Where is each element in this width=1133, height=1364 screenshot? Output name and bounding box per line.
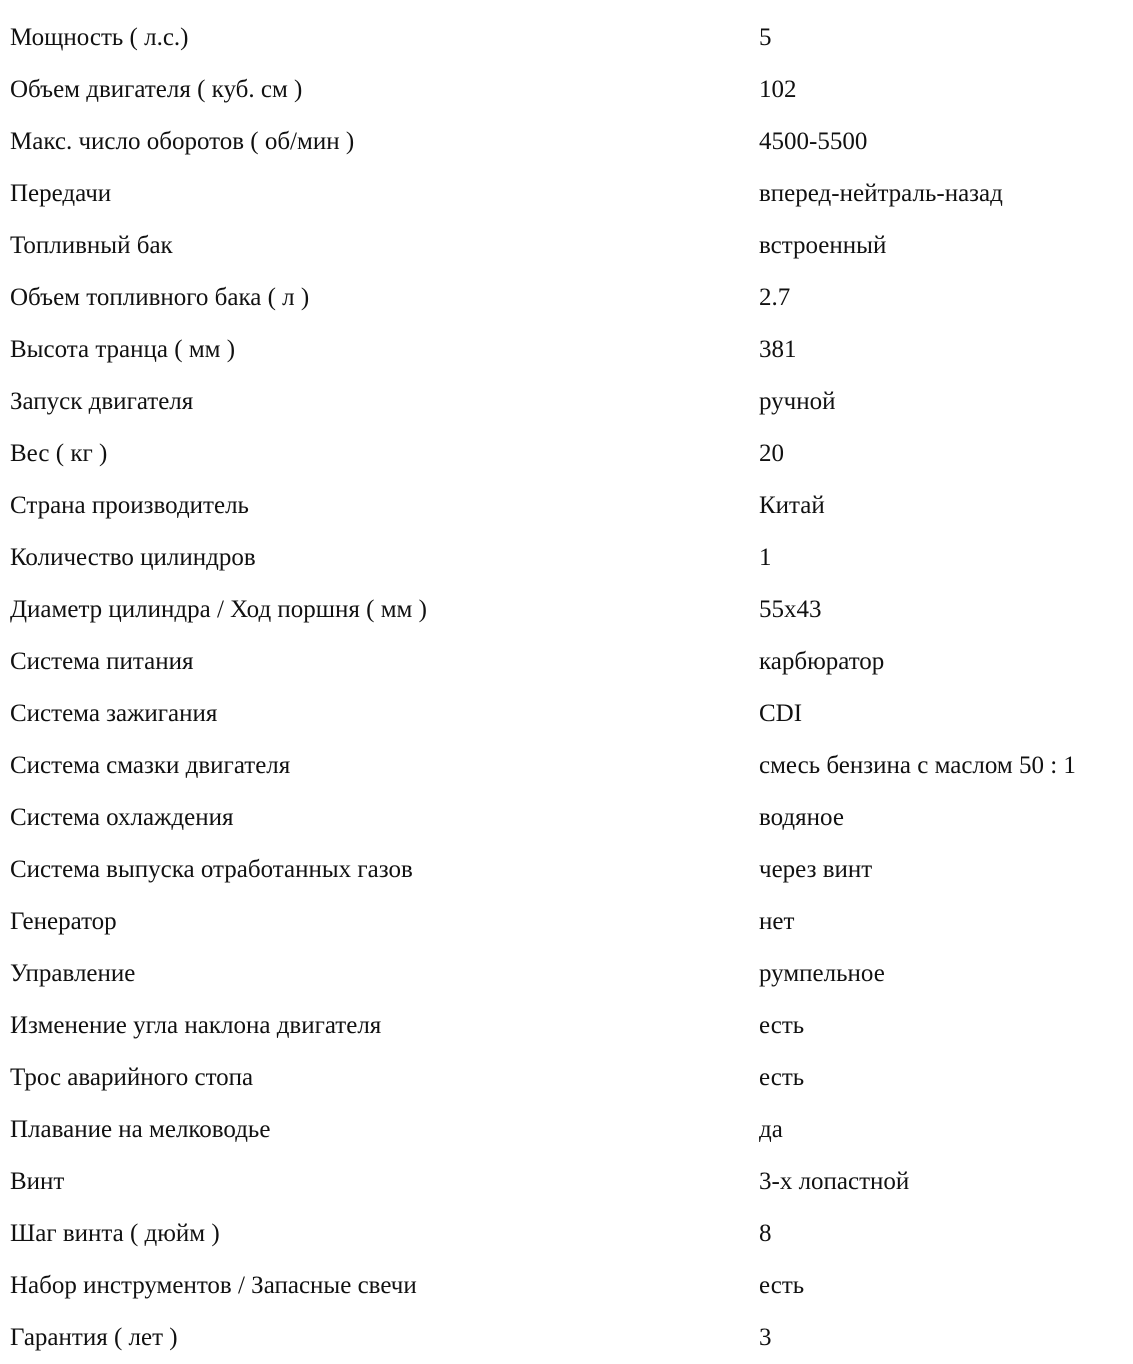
table-row	[10, 584, 1130, 636]
spec-label: Шаг винта ( дюйм )	[10, 1220, 220, 1247]
spec-value: карбюратор	[759, 648, 885, 675]
table-row	[10, 168, 1130, 220]
table-row	[10, 1052, 1130, 1104]
spec-label: Система питания	[10, 648, 194, 675]
spec-value: 2.7	[759, 284, 791, 311]
table-row	[10, 116, 1130, 168]
spec-value: смесь бензина с маслом 50 : 1	[759, 752, 1076, 779]
spec-value: есть	[759, 1272, 805, 1299]
spec-label: Страна производитель	[10, 492, 249, 519]
spec-label: Винт	[10, 1168, 65, 1195]
spec-table	[10, 12, 1130, 1364]
spec-label: Топливный бак	[10, 232, 173, 259]
table-row	[10, 324, 1130, 376]
table-row	[10, 480, 1130, 532]
table-row	[10, 1000, 1130, 1052]
table-row	[10, 740, 1130, 792]
spec-label: Мощность ( л.с.)	[10, 24, 189, 51]
table-row	[10, 1312, 1130, 1364]
spec-value: 3	[759, 1324, 772, 1351]
spec-value: вперед-нейтраль-назад	[759, 180, 1003, 207]
spec-label: Управление	[10, 960, 136, 987]
spec-value: есть	[759, 1012, 805, 1039]
spec-label: Высота транца ( мм )	[10, 336, 236, 363]
spec-value: CDI	[759, 700, 803, 727]
spec-label: Система выпуска отработанных газов	[10, 856, 413, 883]
spec-value: да	[759, 1116, 783, 1143]
spec-label: Макс. число оборотов ( об/мин )	[10, 128, 355, 155]
spec-label: Набор инструментов / Запасные свечи	[10, 1272, 417, 1299]
spec-label: Количество цилиндров	[10, 544, 256, 571]
spec-value: 102	[759, 76, 797, 103]
table-row	[10, 792, 1130, 844]
spec-value: 8	[759, 1220, 772, 1247]
spec-label: Гарантия ( лет )	[10, 1324, 178, 1351]
table-row	[10, 636, 1130, 688]
spec-value: румпельное	[759, 960, 885, 987]
spec-value: 1	[759, 544, 772, 571]
spec-value: есть	[759, 1064, 805, 1091]
spec-value: Китай	[759, 492, 825, 519]
table-row	[10, 64, 1130, 116]
table-row	[10, 376, 1130, 428]
spec-value: ручной	[759, 388, 836, 415]
spec-label: Диаметр цилиндра / Ход поршня ( мм )	[10, 596, 427, 623]
table-row	[10, 896, 1130, 948]
table-row	[10, 1260, 1130, 1312]
table-row	[10, 1208, 1130, 1260]
table-row	[10, 688, 1130, 740]
spec-value: нет	[759, 908, 795, 935]
spec-value: 3-х лопастной	[759, 1168, 910, 1195]
spec-label: Изменение угла наклона двигателя	[10, 1012, 382, 1039]
spec-label: Передачи	[10, 180, 112, 207]
spec-value: водяное	[759, 804, 844, 831]
spec-label: Объем двигателя ( куб. см )	[10, 76, 303, 103]
spec-label: Система зажигания	[10, 700, 218, 727]
spec-label: Объем топливного бака ( л )	[10, 284, 310, 311]
table-row	[10, 220, 1130, 272]
spec-value: 55x43	[759, 596, 822, 623]
spec-value: 5	[759, 24, 772, 51]
spec-label: Генератор	[10, 908, 117, 935]
table-row	[10, 532, 1130, 584]
table-row	[10, 272, 1130, 324]
spec-label: Трос аварийного стопа	[10, 1064, 254, 1091]
spec-value: 381	[759, 336, 797, 363]
spec-value: встроенный	[759, 232, 887, 259]
spec-label: Вес ( кг )	[10, 440, 108, 467]
spec-value: 20	[759, 440, 784, 467]
table-row	[10, 428, 1130, 480]
spec-label: Система смазки двигателя	[10, 752, 291, 779]
table-row	[10, 948, 1130, 1000]
spec-value: 4500-5500	[759, 128, 868, 155]
spec-label: Запуск двигателя	[10, 388, 194, 415]
table-row	[10, 1104, 1130, 1156]
table-row	[10, 844, 1130, 896]
table-row	[10, 12, 1130, 64]
table-row	[10, 1156, 1130, 1208]
spec-value: через винт	[759, 856, 873, 883]
spec-label: Система охлаждения	[10, 804, 234, 831]
spec-label: Плавание на мелководье	[10, 1116, 271, 1143]
